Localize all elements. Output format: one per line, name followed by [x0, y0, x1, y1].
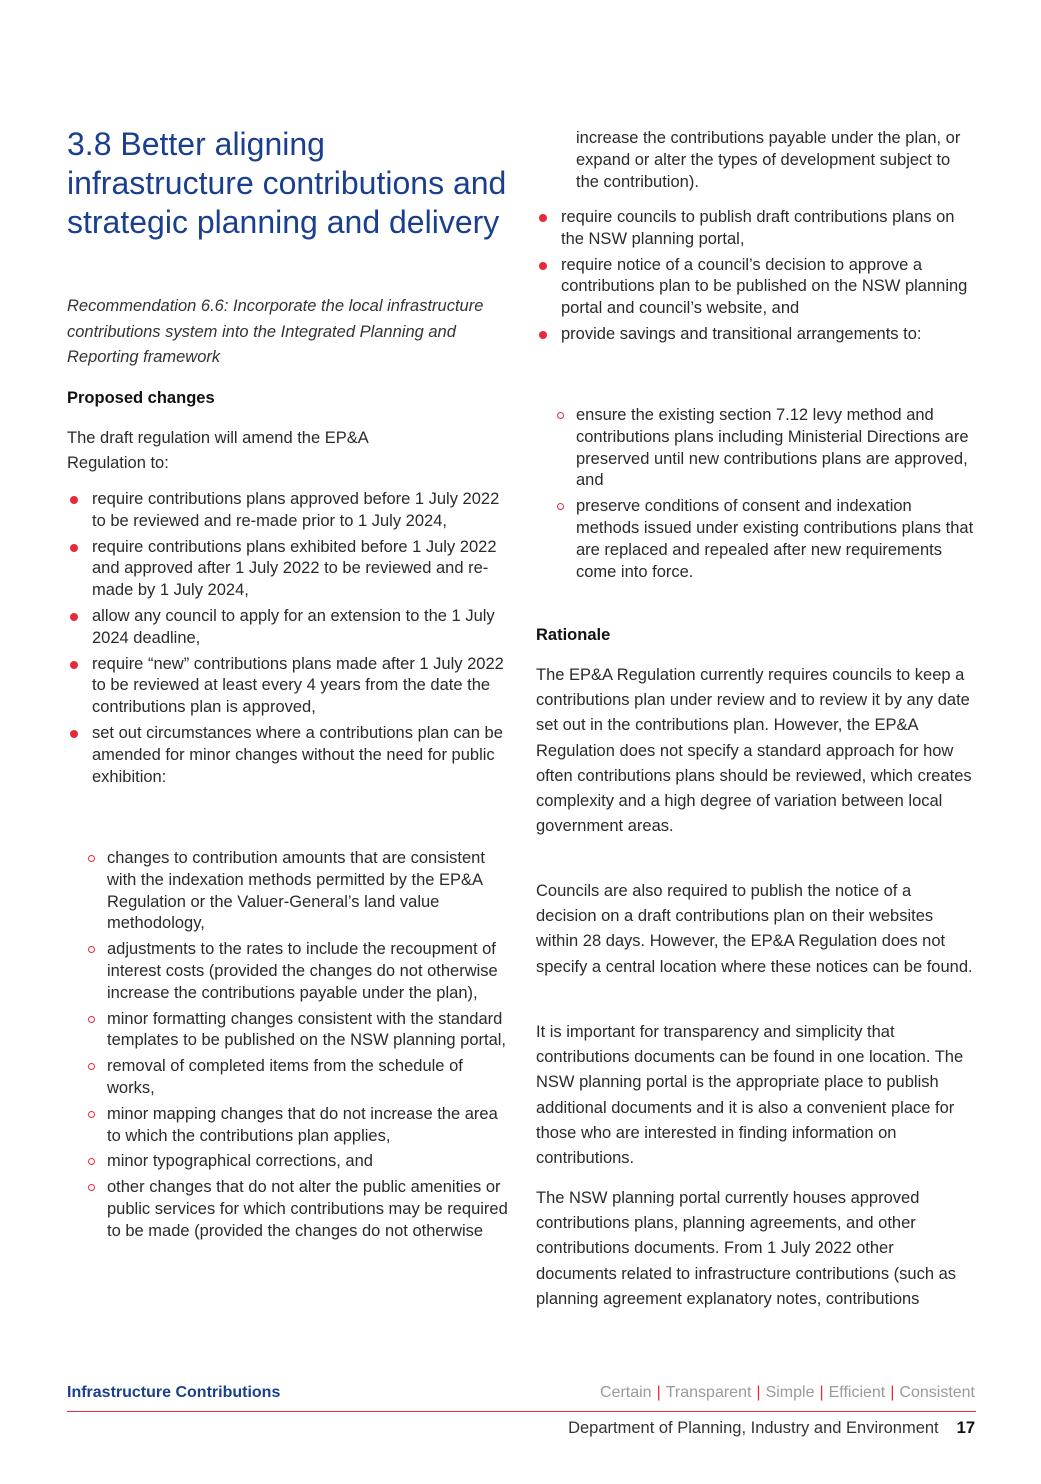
footer-department	[568, 1419, 975, 1438]
list-item: minor typographical corrections, and	[67, 1151, 509, 1173]
proposed-bullets-right	[536, 207, 976, 346]
proposed-intro: The draft regulation will amend the EP&A Regulation to:	[67, 429, 368, 473]
value-certain: Certain	[600, 1384, 652, 1401]
list-item: require contributions plans approved before 1 July 2022 to be reviewed and re-made prior to 1 July 2024,	[67, 489, 509, 533]
value-consistent: Consistent	[899, 1384, 975, 1401]
footer-values	[600, 1384, 975, 1402]
separator: |	[890, 1384, 895, 1401]
list-item: require “new” contributions plans made after 1 July 2022 to be reviewed at least every 4 years from the date the contributions plan is approved,	[67, 654, 509, 719]
separator: |	[656, 1384, 661, 1401]
rationale-paragraph: It is important for transparency and simplicity that contributions documents can be found in one location. The NSW planning portal is the appropriate place to publish additional documents and it is also a convenient place for those who are interested in finding information on contributions.	[536, 1023, 964, 1168]
proposed-subbullets-right	[536, 405, 976, 583]
department-name: Department of Planning, Industry and Environment	[568, 1419, 939, 1437]
list-item: require contributions plans exhibited before 1 July 2022 and approved after 1 July 2022 to be reviewed and re-made by 1 July 2024,	[67, 537, 509, 602]
separator: |	[756, 1384, 761, 1401]
list-item: adjustments to the rates to include the recoupment of interest costs (provided the changes do not otherwise increase the contributions payable under the plan),	[67, 939, 509, 1004]
value-simple: Simple	[765, 1384, 815, 1401]
list-item: require notice of a council’s decision to approve a contributions plan to be published on the NSW planning portal and council’s website, and	[536, 255, 976, 320]
rationale-heading: Rationale	[536, 626, 611, 644]
subbullet-continuation: increase the contributions payable under the plan, or expand or alter the types of development subject to the contribution).	[576, 129, 961, 191]
list-item: minor mapping changes that do not increase the area to which the contributions plan applies,	[67, 1104, 509, 1148]
list-item: set out circumstances where a contributions plan can be amended for minor changes without the need for public exhibition:	[67, 723, 509, 788]
list-item: require councils to publish draft contributions plans on the NSW planning portal,	[536, 207, 976, 251]
list-item: removal of completed items from the schedule of works,	[67, 1056, 509, 1100]
footer-divider	[67, 1411, 976, 1412]
list-item: allow any council to apply for an extension to the 1 July 2024 deadline,	[67, 606, 509, 650]
separator: |	[819, 1384, 824, 1401]
list-item: other changes that do not alter the public amenities or public services for which contributions may be required to be made (provided the changes do not otherwise	[67, 1177, 509, 1242]
list-item: ensure the existing section 7.12 levy method and contributions plans including Ministerial Directions are preserved until new contributions plans are approved, and	[536, 405, 976, 492]
proposed-changes-heading: Proposed changes	[67, 389, 215, 407]
list-item: minor formatting changes consistent with the standard templates to be published on the NSW planning portal,	[67, 1009, 509, 1053]
proposed-bullets-left	[67, 489, 509, 788]
recommendation-text: Recommendation 6.6: Incorporate the local infrastructure contributions system into the Integrated Planning and Reporting framework	[67, 297, 484, 366]
footer-document-title: Infrastructure Contributions	[67, 1384, 281, 1401]
list-item: provide savings and transitional arrangements to:	[536, 324, 976, 346]
page-number: 17	[956, 1419, 975, 1437]
value-transparent: Transparent	[665, 1384, 752, 1401]
rationale-paragraph: The EP&A Regulation currently requires councils to keep a contributions plan under review and to review it by any date set out in the contributions plan. However, the EP&A Regulation does not specify a standard approach for how often contributions plans should be reviewed, which creates complexity and a high degree of variation between local government areas.	[536, 666, 972, 836]
list-item: preserve conditions of consent and indexation methods issued under existing contributions plans that are replaced and repealed after new requirements come into force.	[536, 496, 976, 583]
rationale-paragraph: The NSW planning portal currently houses approved contributions plans, planning agreements, and other contributions documents. From 1 July 2022 other documents related to infrastructure contributions (such as planning agreement explanatory notes, contributions	[536, 1189, 957, 1308]
list-item: changes to contribution amounts that are consistent with the indexation methods permitted by the EP&A Regulation or the Valuer-General’s land value methodology,	[67, 848, 509, 935]
proposed-subbullets-left	[67, 848, 509, 1243]
rationale-paragraph: Councils are also required to publish the notice of a decision on a draft contributions plan on their websites within 28 days. However, the EP&A Regulation does not specify a central location where these notices can be found.	[536, 882, 973, 976]
section-heading: 3.8 Better aligning infrastructure contributions and strategic planning and delivery	[67, 126, 507, 240]
value-efficient: Efficient	[828, 1384, 886, 1401]
